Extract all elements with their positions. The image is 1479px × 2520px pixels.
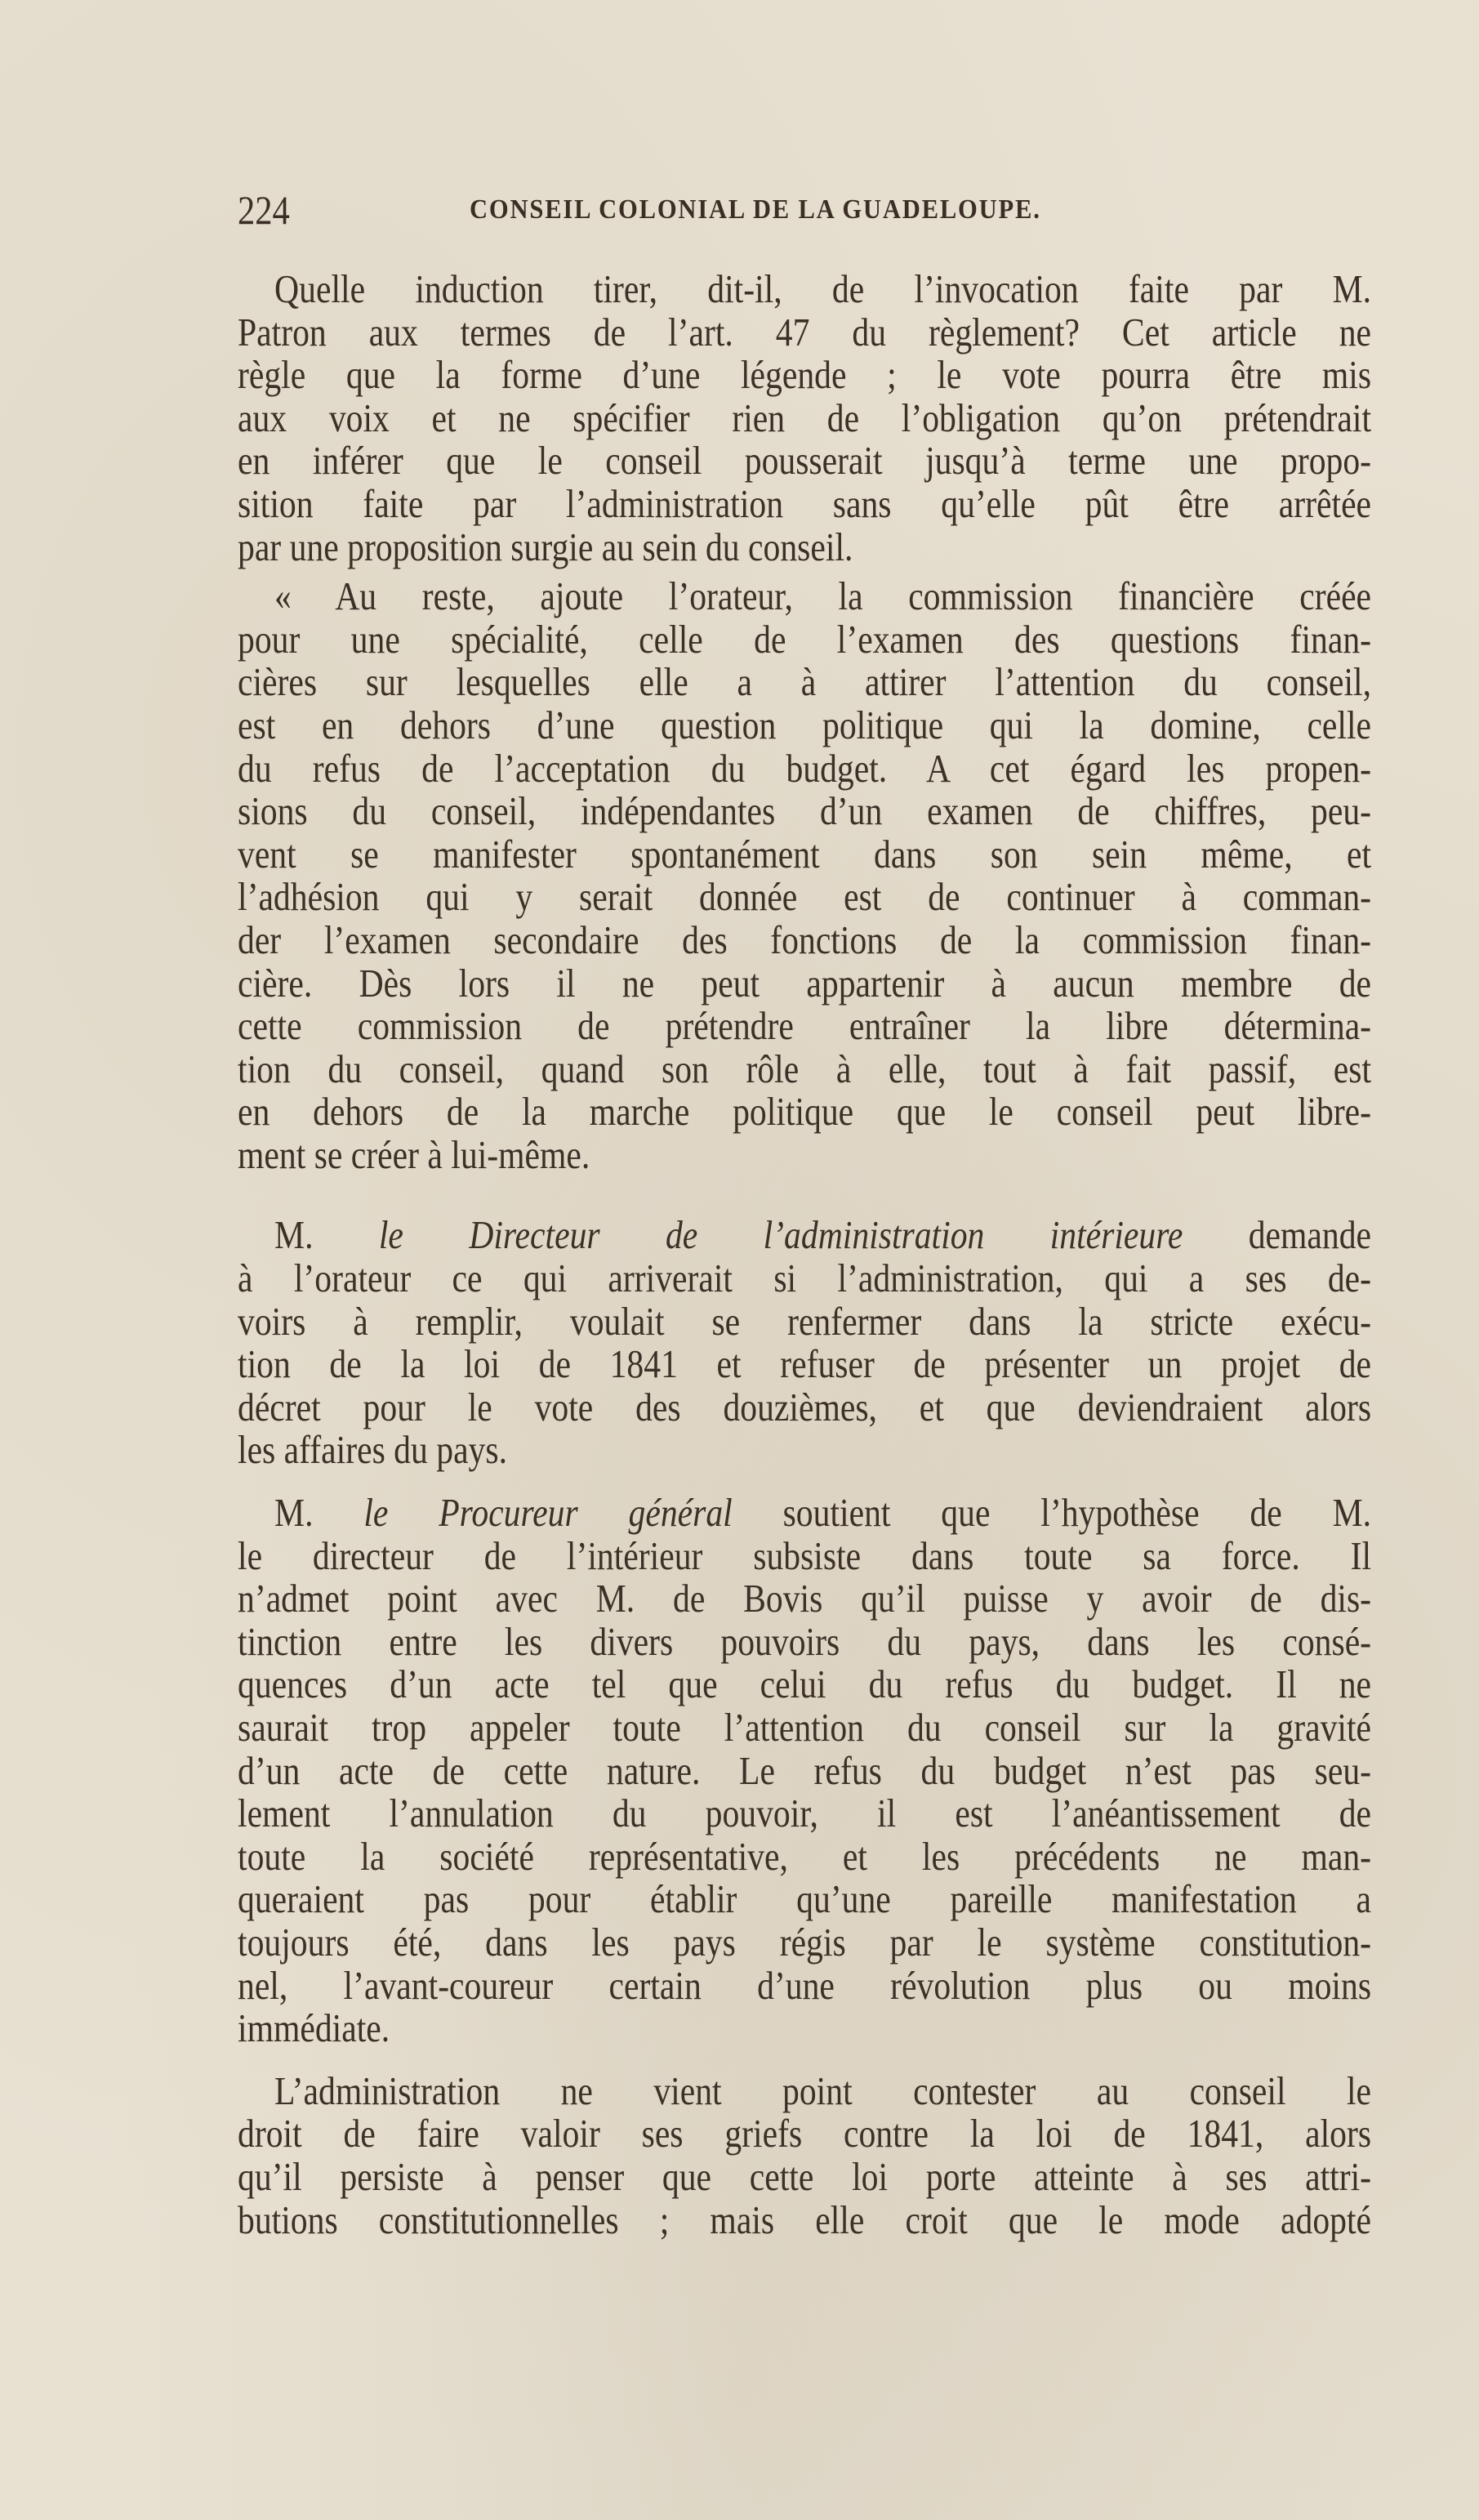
text-line	[238, 1663, 1371, 1706]
text-line	[238, 2112, 1371, 2156]
text-line	[238, 661, 1371, 704]
text-segment: der l’examen secondaire des fonctions de la commission finan-	[238, 917, 1372, 962]
text-segment: le directeur de l’intérieur subsiste dans toute sa force. Il	[238, 1532, 1372, 1578]
text-line	[238, 439, 1371, 483]
text-segment: immédiate.	[238, 2005, 390, 2051]
paragraph	[238, 268, 1371, 569]
running-title: CONSEIL COLONIAL DE LA GUADELOUPE.	[470, 194, 1041, 225]
text-line	[238, 2007, 1371, 2050]
text-segment: qu’il persiste à penser que cette loi porte atteinte à ses attri-	[238, 2153, 1372, 2199]
text-segment: voirs à remplir, voulait se renfermer dans la stricte exécu-	[238, 1298, 1372, 1344]
text-segment: ment se créer à lui-même.	[238, 1131, 590, 1177]
text-line	[238, 876, 1371, 919]
running-header	[238, 186, 1371, 235]
text-line	[238, 1747, 1372, 1793]
text-line	[238, 833, 1371, 876]
text-line	[238, 1257, 1371, 1300]
text-line	[238, 526, 1371, 569]
text-line	[238, 1386, 1371, 1429]
text-line	[238, 704, 1371, 747]
text-line	[238, 618, 1371, 662]
text-segment: M.	[274, 1212, 379, 1258]
text-line	[238, 2199, 1371, 2242]
text-line	[238, 1300, 1371, 1344]
text-line	[238, 1921, 1371, 1965]
text-line	[238, 354, 1371, 397]
text-segment: tion du conseil, quand son rôle à elle, tout à fait passif, est	[238, 1046, 1372, 1091]
text-line	[238, 1835, 1371, 1879]
text-line	[238, 1131, 1371, 1177]
text-segment: butions constitutionnelles ; mais elle croit que le mode adopté	[238, 2197, 1372, 2242]
text-line	[238, 1048, 1371, 1091]
text-line	[238, 962, 1371, 1006]
text-segment: toute la société représentative, et les précédents ne man-	[238, 1833, 1372, 1879]
text-line	[238, 1005, 1371, 1048]
text-segment: l’adhésion qui y serait donnée est de continuer à comman-	[238, 874, 1372, 920]
text-line	[238, 2153, 1372, 2199]
text-segment: tinction entre les divers pouvoirs du pays, dans les consé-	[238, 1618, 1372, 1664]
text-segment: queraient pas pour établir qu’une pareille manifestation a	[238, 1876, 1372, 1922]
text-segment: est en dehors d’une question politique qui la domine, celle	[238, 702, 1372, 747]
text-segment: quences d’un acte tel que celui du refus du budget. Il ne	[238, 1661, 1372, 1707]
italic-speaker-name: le Directeur de l’administration intérieure	[378, 1212, 1183, 1258]
page-number: 224	[238, 187, 290, 233]
text-segment: en dehors de la marche politique que le conseil peut libre-	[238, 1089, 1372, 1135]
text-line	[238, 1792, 1371, 1835]
text-line	[238, 575, 1371, 618]
text-segment: saurait trop appeler toute l’attention du conseil sur la gravité	[238, 1705, 1372, 1750]
text-segment: L’administration ne vient point contester au conseil le	[274, 2067, 1372, 2113]
text-segment: Quelle induction tirer, dit-il, de l’invocation faite par M.	[274, 266, 1372, 311]
text-line	[238, 1214, 1371, 1257]
text-segment: n’admet point avec M. de Bovis qu’il puisse y avoir de dis-	[238, 1576, 1372, 1621]
text-line	[238, 1429, 1371, 1472]
text-segment: soutient que l’hypothèse de M.	[732, 1490, 1372, 1536]
text-segment: cières sur lesquelles elle a à attirer l’attention du conseil,	[238, 659, 1372, 705]
text-segment: décret pour le vote des douzièmes, et que deviendraient alors	[238, 1384, 1372, 1429]
text-segment: Patron aux termes de l’art. 47 du règlement? Cet article ne	[238, 309, 1372, 355]
text-segment: à l’orateur ce qui arriverait si l’administration, qui a ses de-	[238, 1256, 1372, 1301]
text-line	[238, 1878, 1371, 1921]
text-segment: cette commission de prétendre entraîner la libre détermina-	[238, 1003, 1372, 1049]
text-line	[238, 397, 1371, 440]
text-line	[238, 1618, 1372, 1664]
text-segment: sions du conseil, indépendantes d’un examen de chiffres, peu-	[238, 788, 1372, 834]
text-line	[238, 919, 1371, 962]
text-segment: lement l’annulation du pouvoir, il est l’anéantissement de	[238, 1791, 1372, 1836]
text-segment: droit de faire valoir ses griefs contre la loi de 1841, alors	[238, 2111, 1372, 2156]
text-segment: cière. Dès lors il ne peut appartenir à aucun membre de	[238, 960, 1372, 1006]
paragraph	[238, 1214, 1371, 1472]
text-line	[238, 747, 1371, 791]
text-segment: pour une spécialité, celle de l’examen des questions finan-	[238, 616, 1372, 662]
page-body-text	[238, 268, 1371, 2241]
text-segment: tion de la loi de 1841 et refuser de présenter un projet de	[238, 1341, 1372, 1387]
text-segment: règle que la forme d’une légende ; le vote pourra être mis	[238, 352, 1372, 398]
text-segment: vent se manifester spontanément dans son sein même, et	[238, 831, 1372, 876]
text-segment: toujours été, dans les pays régis par le système constitution-	[238, 1919, 1372, 1965]
text-line	[238, 311, 1371, 355]
text-segment: par une proposition surgie au sein du conseil.	[238, 524, 853, 569]
text-segment: d’un acte de cette nature. Le refus du budget n’est pas seu-	[238, 1747, 1372, 1793]
text-segment: « Au reste, ajoute l’orateur, la commission financière créée	[274, 573, 1372, 619]
paragraph	[238, 1492, 1371, 2050]
text-line	[238, 1962, 1372, 2008]
text-segment: demande	[1183, 1212, 1372, 1258]
italic-speaker-name: le Procureur général	[363, 1490, 733, 1536]
text-segment: M.	[274, 1490, 364, 1536]
text-segment: les affaires du pays.	[238, 1427, 508, 1473]
text-line	[238, 1577, 1371, 1621]
text-segment: nel, l’avant-coureur certain d’une révolution plus ou moins	[238, 1962, 1372, 2008]
text-line	[238, 1343, 1371, 1386]
text-line	[238, 2067, 1372, 2113]
paragraph	[238, 575, 1371, 1176]
text-segment: en inférer que le conseil pousserait jusqu’à terme une propo-	[238, 438, 1372, 484]
text-segment: aux voix et ne spécifier rien de l’obligation qu’on prétendrait	[238, 395, 1372, 440]
text-line	[238, 1532, 1372, 1578]
text-line	[238, 790, 1371, 833]
paragraph	[238, 2067, 1372, 2242]
text-line	[238, 1492, 1371, 1535]
text-line	[238, 480, 1372, 526]
text-segment: sition faite par l’administration sans qu’elle pût être arrêtée	[238, 480, 1372, 526]
text-segment: du refus de l’acceptation du budget. A cet égard les propen-	[238, 745, 1372, 791]
text-line	[238, 268, 1371, 311]
text-line	[238, 1091, 1371, 1134]
text-line	[238, 1706, 1371, 1750]
